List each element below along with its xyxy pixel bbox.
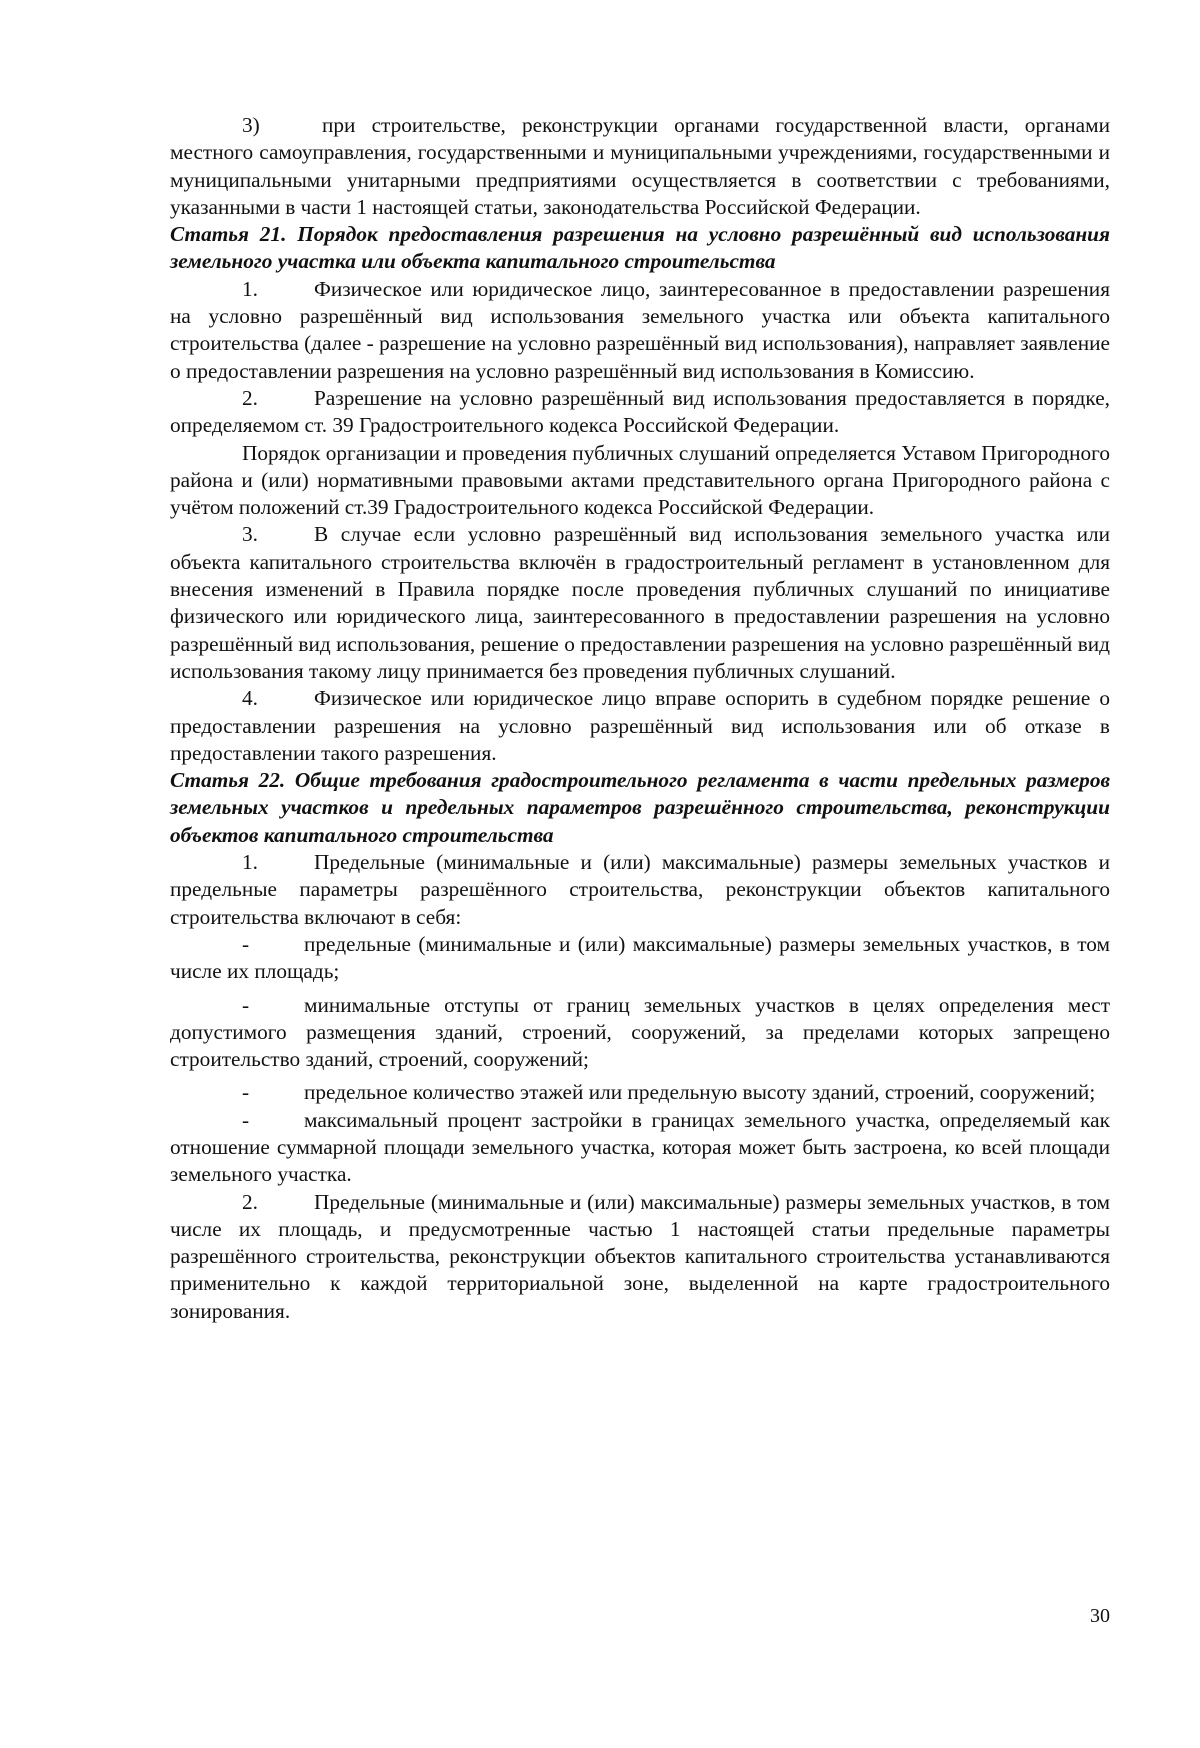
bullet-text: максимальный процент застройки в границах земельного участка, определяемый как отношение суммарной площади земельного участка, которая может быть застроена, ко всей площади земельного участка. [170, 1107, 1110, 1187]
item-number: 3. [242, 522, 258, 547]
bullet-item [170, 931, 1110, 986]
item-number: 1. [242, 850, 258, 875]
paragraph-text: Физическое или юридическое лицо вправе оспорить в судебном порядке решение о предоставлении разрешения на условно разрешённый вид использования или об отказе в предоставлении такого разрешения. [170, 686, 1110, 765]
article-22-paragraph-1 [170, 849, 1110, 931]
paragraph-text: В случае если условно разрешённый вид использования земельного участка или объекта капитального строительства включён в градостроительный регламент в установленном для внесения изменений в Правила порядке после проведения публичных слушаний по инициативе физического или юридического лица, заинтересованного в предоставлении разрешения на условно разрешённый вид использования, решение о предоставлении разрешения на условно разрешённый вид использования такому лицу принимается без проведения публичных слушаний. [170, 522, 1110, 683]
article-21-paragraph-2 [170, 385, 1110, 440]
paragraph-text: Разрешение на условно разрешённый вид использования предоставляется в порядке, определяемом ст. 39 Градостроительного кодекса Российской Федерации. [170, 385, 1110, 438]
item-number: 2. [242, 385, 258, 410]
article-21-paragraph-4 [170, 685, 1110, 767]
paragraph-text: Предельные (минимальные и (или) максимальные) размеры земельных участков и предельные параметры разрешённого строительства, реконструкции объектов капитального строительства включают в себя: [170, 850, 1110, 929]
bullet-text: предельные (минимальные и (или) максимальные) размеры земельных участков, в том числе их площадь; [170, 931, 1110, 984]
bullet-text: минимальные отступы от границ земельных участков в целях определения мест допустимого размещения зданий, строений, сооружений, за пределами которых запрещено строительство зданий, строений, сооружений; [170, 992, 1110, 1072]
bullet-text: предельное количество этажей или предельную высоту зданий, строений, сооружений; [304, 1080, 1096, 1105]
document-page [170, 112, 1110, 1325]
article-21-paragraph-3 [170, 521, 1110, 685]
page-number: 30 [1090, 1605, 1110, 1627]
paragraph-item-3 [170, 112, 1110, 221]
paragraph-text: Предельные (минимальные и (или) максимальные) размеры земельных участков, в том числе их площадь, и предусмотренные частью 1 настоящей статьи предельные параметры разрешённого строительства, реконструкции объектов капитального строительства устанавливаются применительно к каждой территориальной зоне, выделенной на карте градостроительного зонирования. [170, 1189, 1110, 1323]
item-number: 4. [242, 686, 258, 711]
bullet-item [170, 1079, 1110, 1106]
paragraph-text: при строительстве, реконструкции органами государственной власти, органами местного самоуправления, государственными и муниципальными учреждениями, государственными и муниципальными унитарными предприятиями осуществляется в соответствии с требованиями, указанными в части 1 настоящей статьи, законодательства Российской Федерации. [170, 113, 1110, 219]
article-22-heading: Статья 22. Общие требования градостроительного регламента в части предельных размеров земельных участков и предельных параметров разрешённого строительства, реконструкции объектов капитального строительства [170, 768, 1110, 847]
item-number: 3) [242, 113, 260, 137]
item-number: 1. [242, 276, 258, 301]
bullet-dash: - [242, 1080, 250, 1105]
bullet-dash: - [242, 931, 250, 956]
article-21-paragraph-1 [170, 276, 1110, 385]
bullet-dash: - [242, 992, 250, 1017]
article-21-heading: Статья 21. Порядок предоставления разрешения на условно разрешённый вид использования земельного участка или объекта капитального строительства [170, 222, 1110, 274]
bullet-dash: - [242, 1107, 250, 1132]
article-21-paragraph-2-continued: Порядок организации и проведения публичных слушаний определяется Уставом Пригородного района и (или) нормативными правовыми актами представительного органа Пригородного района с учётом положений ст.39 Градостроительного кодекса Российской Федерации. [170, 440, 1110, 520]
bullet-item [170, 992, 1110, 1074]
bullet-item [170, 1107, 1110, 1189]
article-22-paragraph-2 [170, 1189, 1110, 1325]
item-number: 2. [242, 1189, 258, 1214]
paragraph-text: Физическое или юридическое лицо, заинтересованное в предоставлении разрешения на условно разрешённый вид использования земельного участка или объекта капитального строительства (далее - разрешение на условно разрешённый вид использования), направляет заявление о предоставлении разрешения на условно разрешённый вид использования в Комиссию. [170, 276, 1110, 383]
